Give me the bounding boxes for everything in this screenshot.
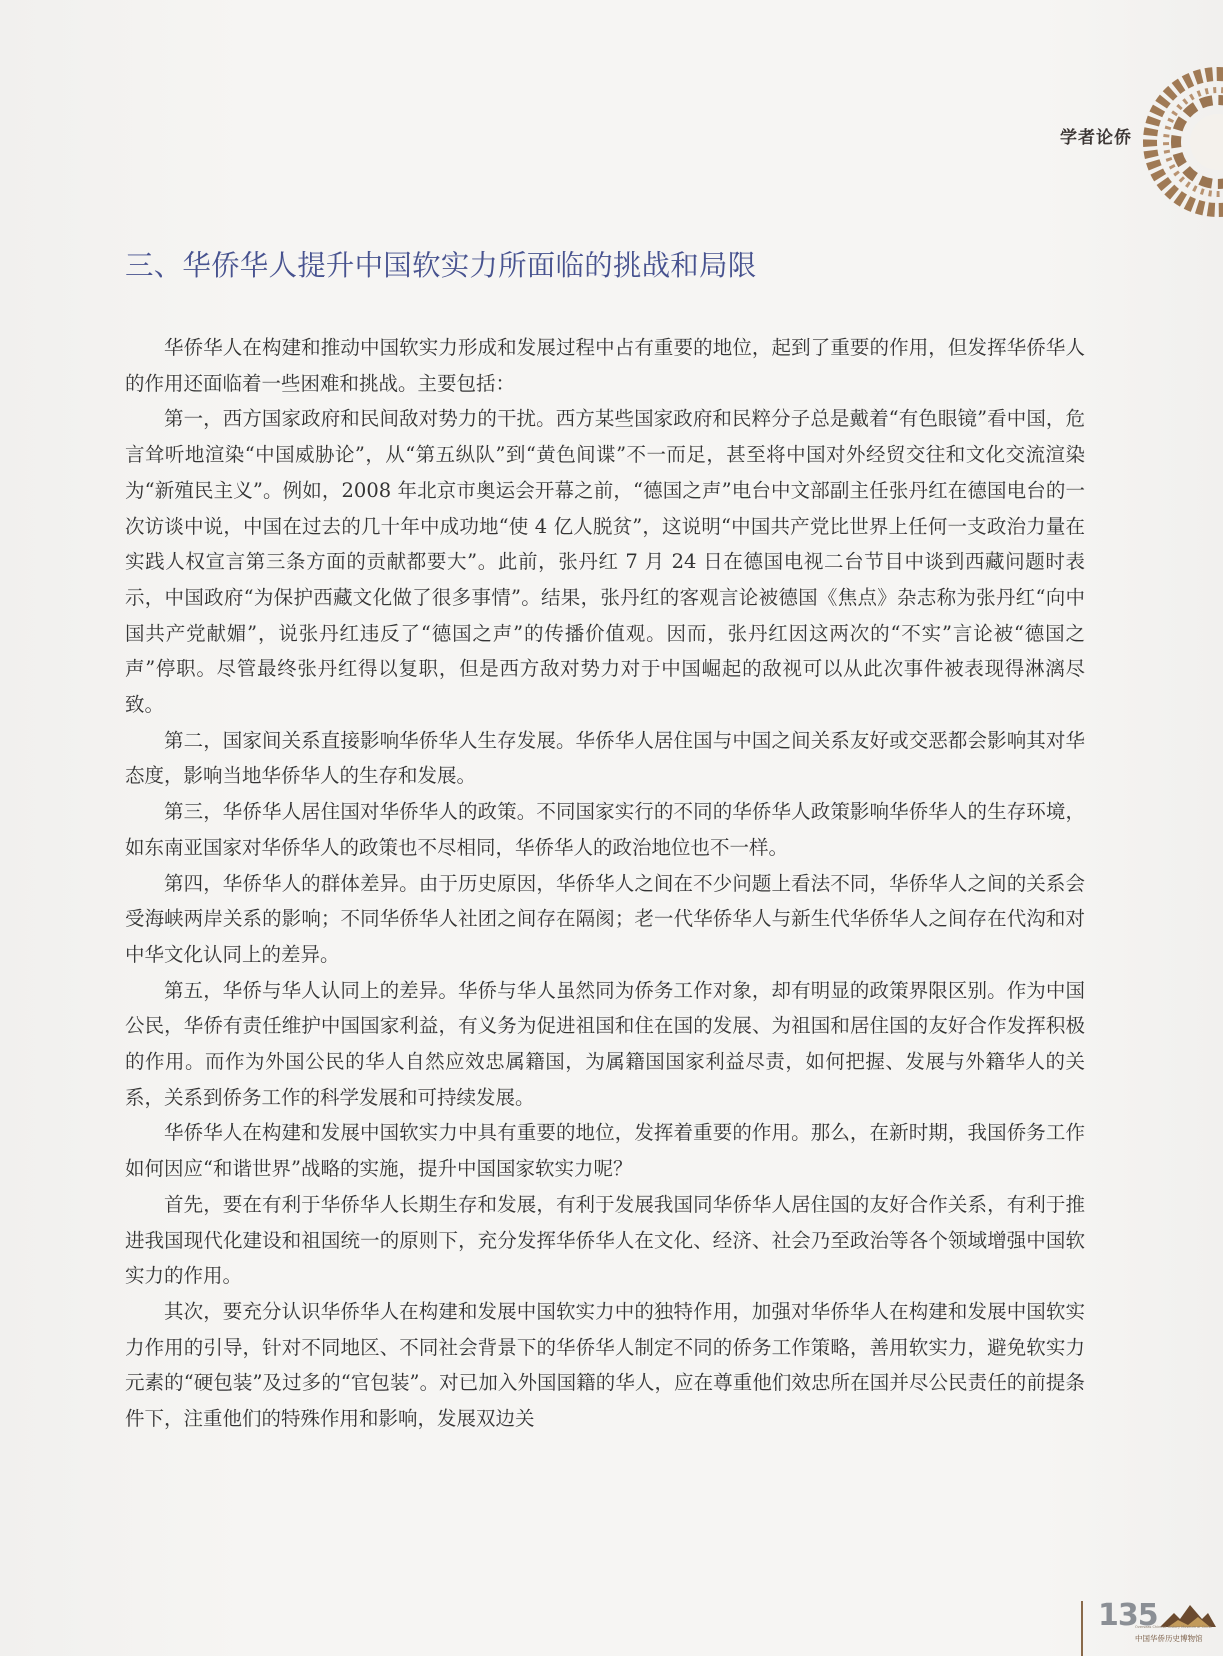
paragraph: 华侨华人在构建和发展中国软实力中具有重要的地位，发挥着重要的作用。那么，在新时期，我国侨务工作如何因应“和谐世界”战略的实施，提升中国国家软实力呢？ <box>125 1121 1085 1181</box>
section-tag: 学者论侨 <box>1060 128 1132 148</box>
body-text <box>125 330 1085 1437</box>
logo-text: 中国华侨历史博物馆 <box>1135 1634 1203 1643</box>
paragraph: 其次，要充分认识华侨华人在构建和发展中国软实力中的独特作用，加强对华侨华人在构建和发展中国软实力作用的引导，针对不同地区、不同社会背景下的华侨华人制定不同的侨务工作策略，善用软实力，避免软实力元素的“硬包装”及过多的“官包装”。对已加入外国国籍的华人，应在尊重他们效忠所在国并尽公民责任的前提条件下，注重他们的特殊作用和影响，发展双边关 <box>125 1299 1085 1431</box>
page-number: 135 <box>1098 1598 1158 1633</box>
logo-subtext: Overseas Chinese History Museum of China <box>1135 1625 1212 1629</box>
paragraph: 第四，华侨华人的群体差异。由于历史原因，华侨华人之间在不少问题上看法不同，华侨华人之间的关系会受海峡两岸关系的影响；不同华侨华人社团之间存在隔阂；老一代华侨华人与新生代华侨华人之间存在代沟和对中华文化认同上的差异。 <box>125 871 1085 966</box>
paragraph: 第五，华侨与华人认同上的差异。华侨与华人虽然同为侨务工作对象，却有明显的政策界限区别。作为中国公民，华侨有责任维护中国国家利益，有义务为促进祖国和住在国的发展、为祖国和居住国的友好合作发挥积极的作用。而作为外国公民的华人自然应效忠属籍国，为属籍国国家利益尽责，如何把握、发展与外籍华人的关系，关系到侨务工作的科学发展和可持续发展。 <box>125 978 1085 1109</box>
paragraph: 首先，要在有利于华侨华人长期生存和发展，有利于发展我国同华侨华人居住国的友好合作关系，有利于推进我国现代化建设和祖国统一的原则下，充分发挥华侨华人在文化、经济、社会乃至政治等各个领域增强中国软实力的作用。 <box>125 1192 1085 1288</box>
section-heading: 三、华侨华人提升中国软实力所面临的挑战和局限 <box>125 249 757 282</box>
footer-divider <box>1081 1601 1083 1656</box>
paragraph: 第三，华侨华人居住国对华侨华人的政策。不同国家实行的不同的华侨华人政策影响华侨华人的生存环境，如东南亚国家对华侨华人的政策也不尽相同，华侨华人的政治地位也不一样。 <box>125 800 1085 859</box>
paragraph: 华侨华人在构建和推动中国软实力形成和发展过程中占有重要的地位，起到了重要的作用，但发挥华侨华人的作用还面临着一些困难和挑战。主要包括： <box>125 336 1085 395</box>
decorative-circular-ornament-icon <box>1143 62 1223 222</box>
paragraph: 第二，国家间关系直接影响华侨华人生存发展。华侨华人居住国与中国之间关系友好或交恶都会影响其对华态度，影响当地华侨华人的生存和发展。 <box>125 728 1085 788</box>
paragraph: 第一，西方国家政府和民间敌对势力的干扰。西方某些国家政府和民粹分子总是戴着“有色眼镜”看中国，危言耸听地渲染“中国威胁论”，从“第五纵队”到“黄色间谍”不一而足，甚至将中国对外经贸交往和文化交流渲染为“新殖民主义”。例如，2008 年北京市奥运会开幕之前，“德国之声”电台中文部副主任张丹红在德国电台的一次访谈中说，中国在过去的几十年中成功地“使 4 亿人脱贫”，这说明“中国共产党比世界上任何一支政治力量在实践人权宣言第三条方面的贡献都要大”。此前，张丹红 7 月 24 日在德国电视二台节目中谈到西藏问题时表示，中国政府“为保护西藏文化做了很多事情”。结果，张丹红的客观言论被德国《焦点》杂志称为张丹红“向中国共产党献媚”，说张丹红违反了“德国之声”的传播价值观。因而，张丹红因这两次的“不实”言论被“德国之声”停职。尽管最终张丹红得以复职，但是西方敌对势力对于中国崛起的敌视可以从此次事件被表现得淋漓尽致。 <box>125 407 1085 717</box>
